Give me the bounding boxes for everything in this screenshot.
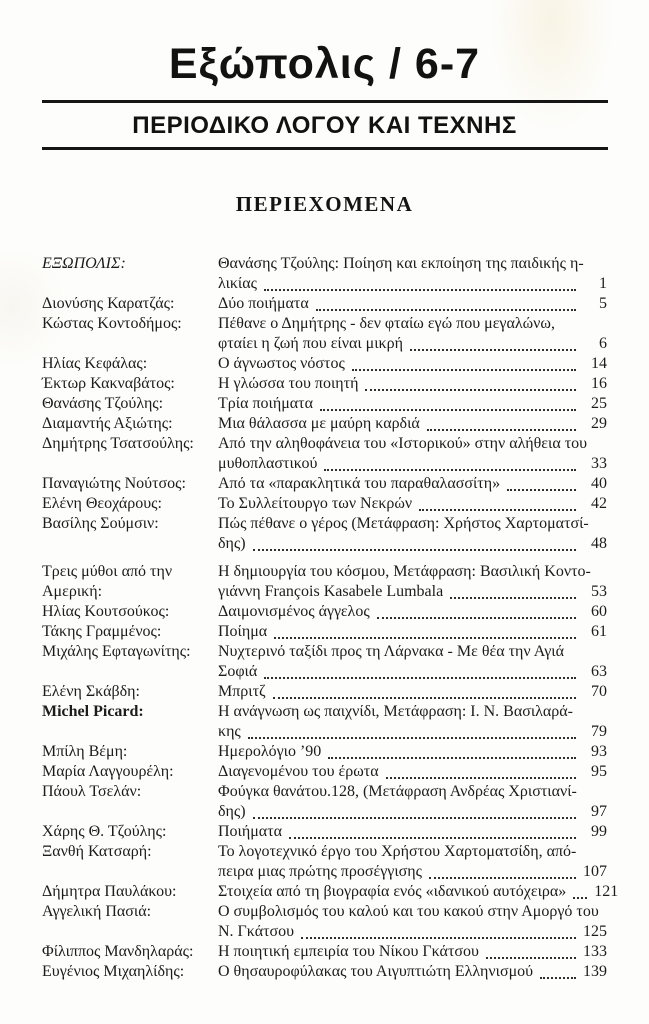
toc-entry — [42, 294, 607, 314]
toc-title-lines — [218, 314, 607, 354]
toc-dot-leader — [573, 897, 587, 899]
toc-title-line — [218, 822, 607, 842]
toc — [42, 254, 619, 982]
toc-dot-leader — [429, 877, 576, 879]
toc-page-number: 48 — [591, 535, 607, 552]
toc-title-text: δης) — [218, 535, 246, 552]
toc-author: Δημήτρης Τσατσούλης: — [42, 435, 194, 452]
toc-title-text: Ποιήματα — [218, 823, 282, 840]
toc-title-text: Διαγενομένου του έρωτα — [218, 763, 379, 780]
toc-author: Κώστας Κοντοδήμος: — [42, 315, 182, 332]
toc-dot-leader — [324, 469, 576, 471]
toc-title-line — [218, 762, 607, 782]
toc-dot-leader — [316, 309, 576, 311]
toc-title-line — [218, 782, 607, 802]
toc-title-text: πειρα μιας πρώτης προσέγγισης — [218, 863, 422, 880]
toc-page-number: 97 — [591, 803, 607, 820]
toc-entry — [42, 602, 607, 622]
toc-author: Τρεις μύθοι από την Αμερική: — [42, 563, 173, 600]
toc-title-text: Το λογοτεχνικό έργο του Χρήστου Χαρτοματσίδη, από- — [218, 843, 577, 860]
toc-page-number: 25 — [591, 395, 607, 412]
toc-page-number: 139 — [583, 963, 607, 980]
toc-title-text: Στοιχεία από τη βιογραφία ενός «ιδανικού αυτόχειρα» — [218, 883, 567, 900]
toc-author: Πάουλ Τσελάν: — [42, 783, 142, 800]
toc-page-number: 61 — [591, 623, 607, 640]
toc-author: Παναγιώτης Νούτσος: — [42, 475, 186, 492]
toc-title-lines — [218, 642, 607, 682]
toc-dot-leader — [301, 937, 576, 939]
toc-dot-leader — [450, 597, 576, 599]
toc-author: Ελένη Θεοχάρους: — [42, 495, 162, 512]
toc-author: Έκτωρ Κακναβάτος: — [42, 375, 175, 392]
toc-entry — [42, 942, 607, 962]
toc-title-lines — [218, 434, 607, 474]
toc-dot-leader — [377, 617, 576, 619]
toc-entry — [42, 314, 607, 354]
toc-page-number: 93 — [591, 743, 607, 760]
toc-title-line — [218, 454, 607, 474]
toc-title-lines — [218, 254, 607, 294]
contents-heading: ΠΕΡΙΕΧΟΜΕΝΑ — [235, 192, 414, 216]
toc-title-lines — [218, 394, 607, 414]
toc-page-number: 29 — [591, 415, 607, 432]
toc-dot-leader — [274, 637, 576, 639]
toc-title-lines — [218, 622, 607, 642]
toc-entry — [42, 254, 607, 294]
toc-author: Michel Picard: — [42, 703, 144, 720]
toc-title-lines — [218, 742, 607, 762]
toc-author: Φίλιππος Μανδηλαράς: — [42, 943, 194, 960]
toc-title-line — [218, 474, 607, 494]
toc-title-line — [218, 742, 607, 762]
toc-page-number: 6 — [599, 335, 607, 352]
toc-author: Ευγένιος Μιχαηλίδης: — [42, 963, 185, 980]
toc-title-line — [218, 514, 607, 534]
toc-entry — [42, 762, 607, 782]
toc-title-text: Πώς πέθανε ο γέρος (Μετάφραση: Χρήστος Χαρτοματσί- — [218, 515, 589, 532]
toc-title-lines — [218, 294, 607, 314]
toc-title-line — [218, 722, 607, 742]
toc-title-line — [218, 314, 607, 334]
magazine-title: Εξώπολις / 6-7 — [168, 40, 481, 88]
toc-author: ΕΞΩΠΟΛΙΣ: — [42, 255, 126, 272]
toc-dot-leader — [264, 289, 576, 291]
toc-entry — [42, 642, 607, 682]
toc-title-line — [218, 862, 607, 882]
toc-author: Ξανθή Κατσαρή: — [42, 843, 152, 860]
toc-title-line — [218, 374, 607, 394]
toc-title-text: Η ανάγνωση ως παιχνίδι, Μετάφραση: Ι. Ν. Βασιλαρά- — [218, 703, 573, 720]
toc-page-number: 60 — [591, 603, 607, 620]
toc-page-number: 5 — [599, 295, 607, 312]
toc-page-number: 16 — [591, 375, 607, 392]
toc-title-text: Ποίημα — [218, 623, 268, 640]
toc-title-text: λικίας — [218, 275, 257, 292]
toc-title-lines — [218, 414, 607, 434]
toc-title-line — [218, 494, 607, 514]
toc-author: Χάρης Θ. Τζούλης: — [42, 823, 167, 840]
toc-title-lines — [218, 494, 607, 514]
toc-title-line — [218, 602, 607, 622]
toc-dot-leader — [365, 389, 576, 391]
toc-title-lines — [218, 562, 607, 602]
toc-author: Ηλίας Κουτσούκος: — [42, 603, 170, 620]
toc-dot-leader — [386, 777, 576, 779]
toc-title-text: Θανάσης Τζούλης: Ποίηση και εκποίηση της παιδικής η- — [218, 255, 584, 272]
toc-title-text: Ν. Γκάτσου — [218, 923, 295, 940]
toc-entry — [42, 882, 619, 902]
toc-title-lines — [218, 842, 607, 882]
toc-page-number: 53 — [591, 583, 607, 600]
toc-title-lines — [218, 702, 607, 742]
toc-title-text: Ο θησαυροφύλακας του Αιγυπτιώτη Ελληνισμού — [218, 963, 534, 980]
toc-dot-leader — [273, 697, 576, 699]
toc-author: Μιχάλης Εφταγωνίτης: — [42, 643, 191, 660]
toc-title-lines — [218, 602, 607, 622]
toc-dot-leader — [248, 737, 576, 739]
toc-title-lines — [218, 374, 607, 394]
toc-entry — [42, 562, 607, 602]
toc-entry — [42, 702, 607, 742]
toc-title-line — [218, 922, 607, 942]
toc-entry — [42, 434, 607, 474]
toc-entry — [42, 494, 607, 514]
toc-title-text: Ημερολόγιο ’90 — [218, 743, 322, 760]
toc-entry — [42, 842, 607, 882]
toc-entry — [42, 782, 607, 822]
toc-author: Διαμαντής Αξιώτης: — [42, 415, 173, 432]
toc-title-line — [218, 562, 607, 582]
toc-title-text: Φούγκα θανάτου.128, (Μετάφραση Ανδρέας Χριστιανί- — [218, 783, 577, 800]
toc-title-lines — [218, 782, 607, 822]
toc-title-text: μυθοπλαστικού — [218, 455, 318, 472]
toc-author: Μπίλη Βέμη: — [42, 743, 128, 760]
magazine-subtitle: ΠΕΡΙΟΔΙΚΟ ΛΟΓΟΥ ΚΑΙ ΤΕΧΝΗΣ — [132, 112, 517, 139]
toc-title-line — [218, 622, 607, 642]
toc-author: Θανάσης Τζούλης: — [42, 395, 164, 412]
toc-title-text: γιάννη François Kasabele Lumbala — [218, 583, 444, 600]
toc-title-lines — [218, 682, 607, 702]
toc-title-line — [218, 582, 607, 602]
toc-title-text: Σοφιά — [218, 663, 258, 680]
toc-title-line — [218, 354, 607, 374]
toc-page-number: 14 — [591, 355, 607, 372]
toc-title-text: Νυχτερινό ταξίδι προς τη Λάρνακα - Με θέα την Αγιά — [218, 643, 564, 660]
toc-title-text: Ο άγνωστος νόστος — [218, 355, 345, 372]
toc-title-lines — [218, 474, 607, 494]
toc-title-line — [218, 802, 607, 822]
toc-dot-leader — [427, 429, 576, 431]
toc-dot-leader — [540, 977, 576, 979]
toc-title-text: Μια θάλασσα με μαύρη καρδιά — [218, 415, 420, 432]
toc-title-text: Τρία ποιήματα — [218, 395, 313, 412]
toc-title-line — [218, 942, 607, 962]
toc-title-text: Η γλώσσα του ποιητή — [218, 375, 359, 392]
toc-dot-leader — [486, 957, 576, 959]
toc-dot-leader — [264, 677, 576, 679]
toc-dot-leader — [320, 409, 576, 411]
toc-dot-leader — [507, 489, 576, 491]
toc-page-number: 33 — [591, 455, 607, 472]
toc-entry — [42, 962, 607, 982]
toc-author: Βασίλης Σούμσιν: — [42, 515, 159, 532]
toc-author: Ελένη Σκάβδη: — [42, 683, 140, 700]
toc-title-lines — [218, 762, 607, 782]
toc-entry — [42, 414, 607, 434]
toc-title-line — [218, 702, 607, 722]
toc-title-lines — [218, 514, 607, 554]
toc-page-number: 70 — [591, 683, 607, 700]
toc-page-number: 1 — [599, 275, 607, 292]
toc-entry — [42, 622, 607, 642]
toc-page-number: 95 — [591, 763, 607, 780]
toc-title-line — [218, 274, 607, 294]
toc-dot-leader — [289, 837, 576, 839]
toc-author: Ηλίας Κεφάλας: — [42, 355, 148, 372]
toc-dot-leader — [410, 349, 576, 351]
toc-entry — [42, 474, 607, 494]
toc-entry — [42, 822, 607, 842]
toc-dot-leader — [328, 757, 576, 759]
toc-dot-leader — [352, 369, 576, 371]
toc-title-line — [218, 962, 607, 982]
toc-entry — [42, 394, 607, 414]
toc-page-number: 79 — [591, 723, 607, 740]
toc-title-text: φταίει η ζωή που είναι μικρή — [218, 335, 403, 352]
toc-page-number: 63 — [591, 663, 607, 680]
toc-title-line — [218, 414, 607, 434]
toc-title-text: Το Συλλείτουργο των Νεκρών — [218, 495, 413, 512]
toc-author: Διονύσης Καρατζάς: — [42, 295, 175, 312]
toc-title-lines — [218, 942, 607, 962]
toc-title-line — [218, 294, 607, 314]
toc-dot-leader — [253, 549, 576, 551]
toc-title-line — [218, 842, 607, 862]
toc-entry — [42, 902, 607, 942]
toc-title-text: Η ποιητική εμπειρία του Νίκου Γκάτσου — [218, 943, 479, 960]
toc-page-number: 107 — [583, 863, 607, 880]
toc-title-line — [218, 534, 607, 554]
toc-title-line — [218, 394, 607, 414]
toc-title-text: κης — [218, 723, 241, 740]
toc-entry — [42, 682, 607, 702]
toc-page-number: 42 — [591, 495, 607, 512]
toc-title-text: Από τα «παρακλητικά του παραθαλασσίτη» — [218, 475, 501, 492]
toc-title-lines — [218, 902, 607, 942]
toc-title-lines — [218, 962, 607, 982]
toc-author: Μαρία Λαγγουρέλη: — [42, 763, 174, 780]
toc-page-number: 121 — [594, 883, 619, 900]
toc-title-line — [218, 334, 607, 354]
toc-entry — [42, 354, 607, 374]
toc-title-line — [218, 882, 619, 902]
toc-title-line — [218, 902, 607, 922]
toc-title-text: Μπριτζ — [218, 683, 266, 700]
toc-page-number: 40 — [591, 475, 607, 492]
toc-title-lines — [218, 354, 607, 374]
toc-title-line — [218, 254, 607, 274]
toc-page-number: 125 — [583, 923, 607, 940]
toc-title-line — [218, 662, 607, 682]
toc-title-line — [218, 682, 607, 702]
toc-title-text: Από την αληθοφάνεια του «Ιστορικού» στην αλήθεια του — [218, 435, 588, 452]
toc-title-text: Η δημιουργία του κόσμου, Μετάφραση: Βασιλική Κοντο- — [218, 563, 591, 580]
toc-author: Τάκης Γραμμένος: — [42, 623, 162, 640]
toc-title-text: Δαιμονισμένος άγγελος — [218, 603, 370, 620]
toc-title-line — [218, 434, 607, 454]
toc-dot-leader — [419, 509, 576, 511]
toc-entry — [42, 514, 607, 554]
toc-author: Αγγελική Πασιά: — [42, 903, 152, 920]
toc-title-text: Δύο ποιήματα — [218, 295, 309, 312]
toc-entry — [42, 742, 607, 762]
toc-entry — [42, 374, 607, 394]
toc-title-lines — [218, 882, 619, 902]
toc-author: Δήμητρα Παυλάκου: — [42, 883, 177, 900]
toc-title-text: δης) — [218, 803, 246, 820]
toc-title-lines — [218, 822, 607, 842]
toc-page-number: 133 — [583, 943, 607, 960]
toc-title-text: Πέθανε ο Δημήτρης - δεν φταίω εγώ που μεγαλώνω, — [218, 315, 555, 332]
masthead — [0, 0, 649, 150]
toc-title-text: Ο συμβολισμός του καλού και του κακού στην Αμοργό του — [218, 903, 599, 920]
toc-dot-leader — [253, 817, 576, 819]
toc-page-number: 99 — [591, 823, 607, 840]
toc-title-line — [218, 642, 607, 662]
